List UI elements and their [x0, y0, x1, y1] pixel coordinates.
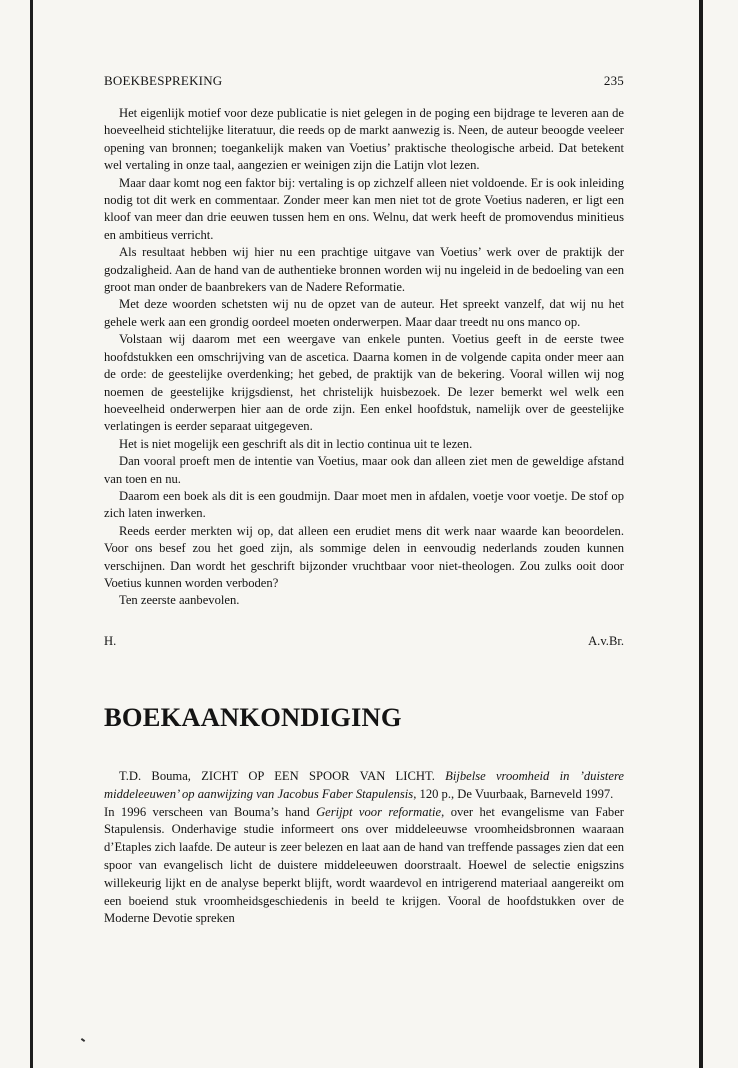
- body-lead: In 1996 verscheen van Bouma’s hand: [104, 804, 317, 819]
- review-paragraph: Het is niet mogelijk een geschrift als dit in lectio continua uit te lezen.: [119, 436, 473, 451]
- scan-left-edge: [30, 0, 33, 1068]
- book-review: [104, 105, 624, 610]
- section-title: BOEKAANKONDIGING: [104, 702, 402, 732]
- reviewer-signature: A.v.Br.: [588, 634, 624, 648]
- review-paragraph: Volstaan wij daarom met een weergave van enkele punten. Voetius geeft in de eerste twee hoofdstukken een omschrijving van de ascetica. Daarna komen in de volgende capita onder meer aan de orde: de geestelijke overdenking; het gebed, de praktijk van de bekering. Vooral willen wij nog noemen de geestelijke krijgsdienst, het christelijk huisbezoek. De lezer bemerkt wel welk een hoeveelheid onderwerpen hier aan de orde zijn. Een enkel hoofdstuk, namelijk over de geestelijke verlatingen is eerder separaat uitgegeven.: [104, 332, 624, 434]
- running-header: [104, 73, 624, 93]
- scan-speck: [81, 1038, 85, 1042]
- citation-details: , 120 p., De Vuurbaak, Barneveld 1997.: [413, 786, 614, 801]
- body-rest: , over het evangelisme van Faber Stapulensis. Onderhavige studie informeert ons over middeleeuwse vroomheidsbronnen waaraan d’Etaples zich laafde. De auteur is zeer belezen en laat aan de hand van treffende passages zien dat een spoor van evangelisch licht de duistere middeleeuwen doorstraalt. Hoewel de selectie enigszins willekeurig lijkt en de analyse beperkt blijft, wordt waardevol en intrigerend materiaal aangereikt om een boeiend stuk vroomheidsgeschiedenis in beeld te krijgen. Vooral de hoofdstukken over de Moderne Devotie spreken: [104, 804, 624, 926]
- review-signoff: [104, 634, 624, 652]
- review-paragraph: Het eigenlijk motief voor deze publicatie is niet gelegen in de poging een bijdrage te leveren aan de hoeveelheid stichtelijke literatuur, die reeds op de markt aanwezig is. Neen, de auteur beoogde veeleer opening van bronnen; toegankelijk maken van Voetius’ praktische theologische arbeid. Dat betekent wel vertaling in onze taal, aangezien er weinigen zijn die Latijn vlot lezen.: [104, 106, 624, 173]
- review-paragraph: Dan vooral proeft men de intentie van Voetius, maar ook dan alleen ziet men de geweldige afstand van toen en nu.: [104, 454, 624, 486]
- page-number: 235: [603, 73, 624, 88]
- citation-subtitle: Bijbelse vroomheid in ’duistere middeleeuwen’ op aanwijzing van Jacobus Faber Stapulensis: [104, 769, 624, 801]
- book-announcement: [104, 768, 624, 928]
- review-paragraph: Als resultaat hebben wij hier nu een prachtige uitgave van Voetius’ werk over de praktijk der godzaligheid. Aan de hand van de authentieke bronnen worden wij nu ingeleid in de bedoeling van een groot man onder de baanbrekers van de Nadere Reformatie.: [104, 245, 624, 295]
- scan-right-edge: [699, 0, 703, 1068]
- announcement-body: [104, 804, 624, 929]
- signoff-initial: H.: [104, 634, 117, 648]
- running-title: BOEKBESPREKING: [104, 73, 223, 88]
- review-paragraph: Daarom een boek als dit is een goudmijn. Daar moet men in afdalen, voetje voor voetje. De stof op zich laten inwerken.: [104, 488, 624, 521]
- body-book-title: Gerijpt voor reformatie: [316, 804, 442, 819]
- review-paragraph: Ten zeerste aanbevolen.: [119, 593, 240, 608]
- review-paragraph: Maar daar komt nog een faktor bij: vertaling is op zichzelf alleen niet voldoende. Er is ook inleiding nodig tot dit werk en commentaar. Zonder meer kan men niet tot de grote Voetius naderen, er ligt een kloof van meer dan drie eeuwen tussen hem en ons. Welnu, dat werk heeft de promovendus minitieus en ambitieus verricht.: [104, 175, 624, 242]
- book-citation: [104, 768, 624, 804]
- review-paragraph: Reeds eerder merkten wij op, dat alleen een erudiet mens dit werk naar waarde kan beoordelen. Voor ons besef zou het goed zijn, als sommige delen in eenvoudig nederlands zouden kunnen verschijnen. Dan wordt het geschrift bijzonder vruchtbaar voor niet-theologen. Zou zulks ooit door Voetius kunnen worden verboden?: [104, 523, 624, 590]
- citation-author-title: T.D. Bouma, ZICHT OP EEN SPOOR VAN LICHT.: [119, 769, 446, 783]
- review-paragraph: Met deze woorden schetsten wij nu de opzet van de auteur. Het spreekt vanzelf, dat wij nu het gehele werk aan een grondig oordeel moeten onderwerpen. Maar daar treedt nu ons manco op.: [104, 297, 624, 329]
